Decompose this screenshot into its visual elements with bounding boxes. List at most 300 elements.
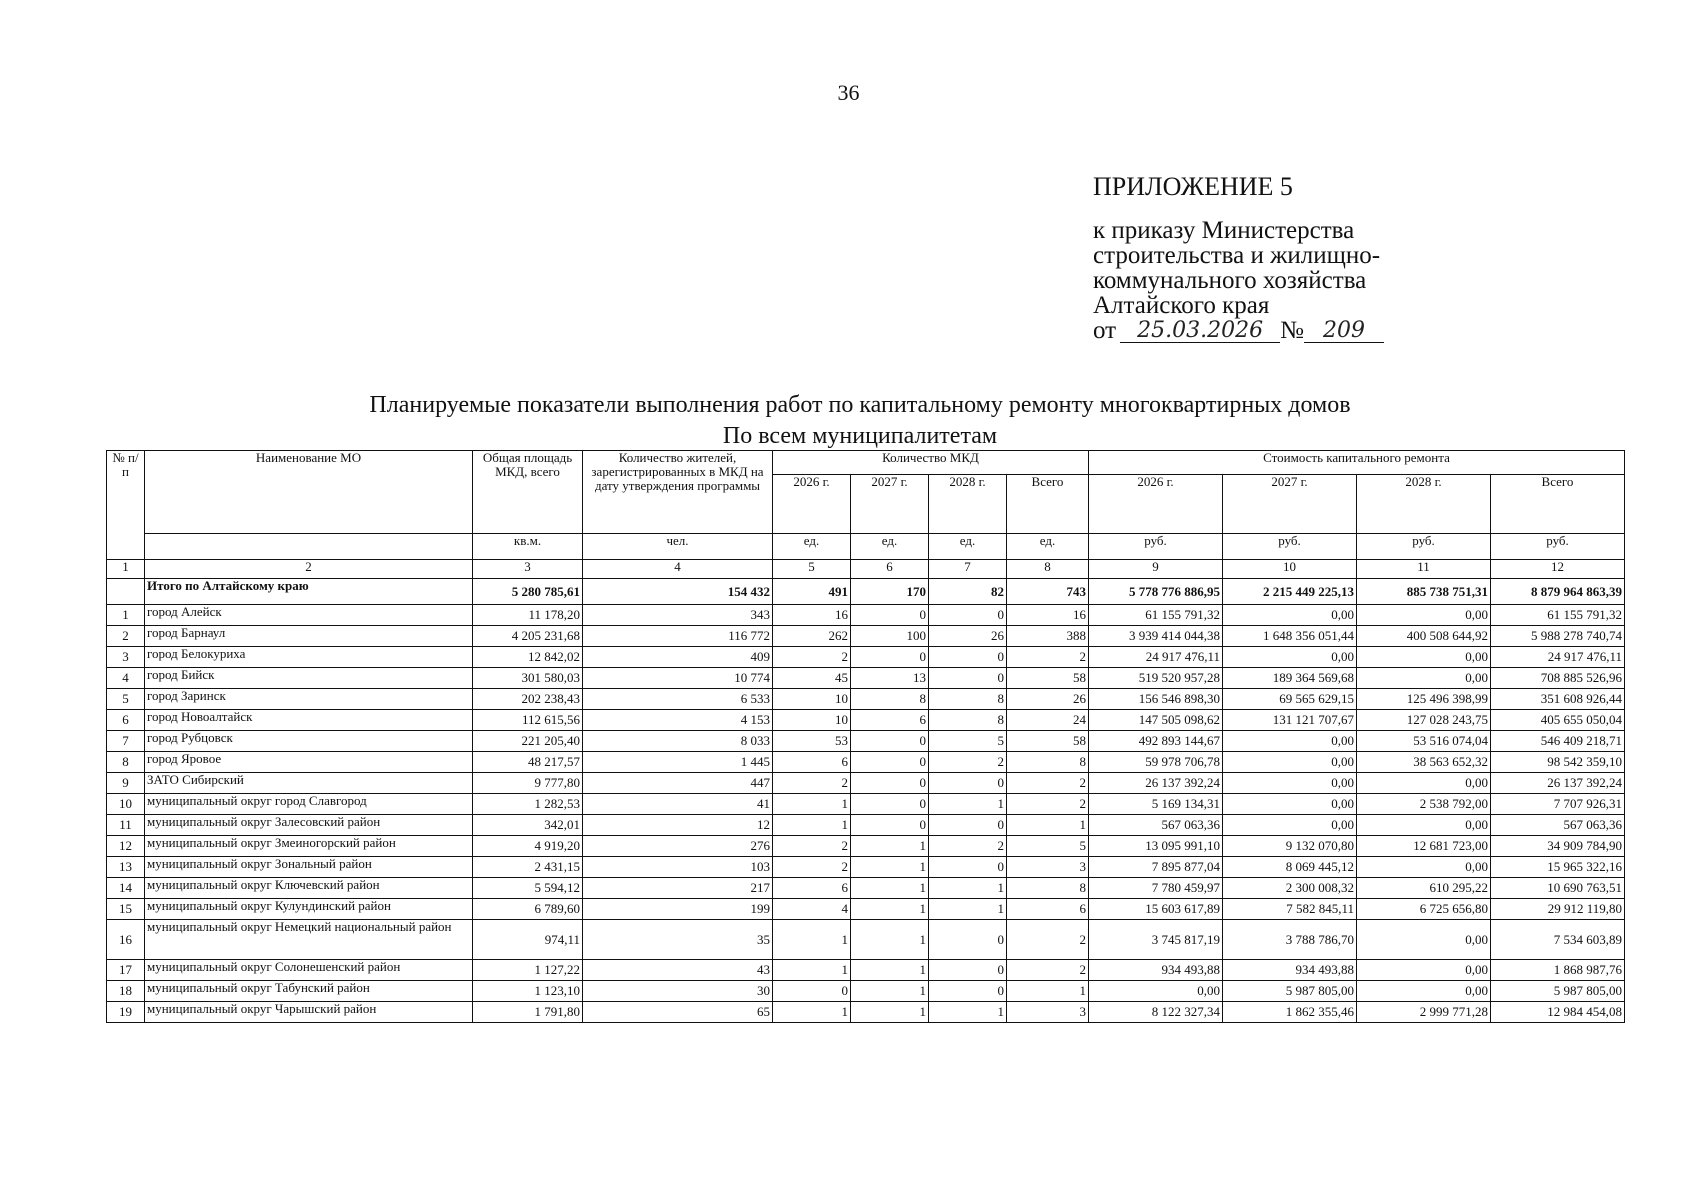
table-cell: 610 295,22 [1357,878,1491,899]
table-cell: муниципальный округ Немецкий национальный район [145,920,473,960]
header-area: Общая площадь МКД, всего [473,451,583,534]
table-cell: 6 [851,710,929,731]
table-cell: 156 546 898,30 [1089,689,1223,710]
header-count-2027: 2027 г. [851,475,929,534]
table-cell: 15 [107,899,145,920]
table-cell: 2 [929,836,1007,857]
table-cell: ЗАТО Сибирский [145,773,473,794]
table-cell: 127 028 243,75 [1357,710,1491,731]
table-cell: муниципальный округ Змеиногорский район [145,836,473,857]
table-cell: муниципальный округ Солонешенский район [145,960,473,981]
unit-cell: ед. [773,534,851,560]
table-cell: 1 123,10 [473,981,583,1002]
table-cell: муниципальный округ Чарышский район [145,1002,473,1023]
table-cell: 9 [1089,560,1223,579]
table-cell: 16 [773,605,851,626]
table-cell: 24 917 476,11 [1491,647,1625,668]
table-cell: 0 [929,647,1007,668]
table-cell: 15 603 617,89 [1089,899,1223,920]
unit-cell: руб. [1357,534,1491,560]
table-cell: 125 496 398,99 [1357,689,1491,710]
table-cell: 61 155 791,32 [1491,605,1625,626]
table-cell: 5 987 805,00 [1491,981,1625,1002]
unit-cell [145,534,473,560]
table-cell: 8 [1007,752,1089,773]
table-cell: 0 [851,773,929,794]
table-row [107,960,1625,981]
table-cell: 7 [929,560,1007,579]
table-cell: 974,11 [473,920,583,960]
table-cell: 9 777,80 [473,773,583,794]
header-cost-total: Всего [1491,475,1625,534]
table-cell: 11 178,20 [473,605,583,626]
table-cell: 12 [107,836,145,857]
order-line: строительства и жилищно- [1093,242,1381,269]
table-cell: 1 [851,836,929,857]
table-cell: 5 [929,731,1007,752]
appendix-title: ПРИЛОЖЕНИЕ 5 [1093,172,1293,201]
table-cell: 1 282,53 [473,794,583,815]
table-cell: 1 [773,920,851,960]
table-cell: 3 788 786,70 [1223,920,1357,960]
table-cell: 0,00 [1357,647,1491,668]
table-cell: 276 [583,836,773,857]
table-cell: 2 [107,626,145,647]
table-cell: 743 [1007,579,1089,605]
header-count-2026: 2026 г. [773,475,851,534]
table-cell: 10 690 763,51 [1491,878,1625,899]
table-cell: 8 [929,689,1007,710]
table-cell: 7 780 459,97 [1089,878,1223,899]
table-cell: 26 [1007,689,1089,710]
unit-cell: ед. [1007,534,1089,560]
table-cell: 2 [1007,920,1089,960]
table-cell: 65 [583,1002,773,1023]
table-cell: 112 615,56 [473,710,583,731]
unit-cell: ед. [929,534,1007,560]
table-cell: 0 [851,605,929,626]
table-row [107,857,1625,878]
table-cell: 4 [107,668,145,689]
table-cell: 6 533 [583,689,773,710]
table-cell: 1 [851,878,929,899]
table-cell: 19 [107,1002,145,1023]
table-cell: 934 493,88 [1089,960,1223,981]
order-line: коммунального хозяйства [1093,267,1367,294]
table-cell: 30 [583,981,773,1002]
table-cell: 18 [107,981,145,1002]
table-cell: муниципальный округ Ключевский район [145,878,473,899]
table-cell: 4 205 231,68 [473,626,583,647]
table-cell: муниципальный округ Залесовский район [145,815,473,836]
table-cell: 3 745 817,19 [1089,920,1223,960]
table-cell: 1 [851,981,929,1002]
table-row [107,815,1625,836]
header-cost-2028: 2028 г. [1357,475,1491,534]
table-cell: 6 [773,752,851,773]
table-cell: 11 [1357,560,1491,579]
table-cell: 0 [929,668,1007,689]
total-row [107,579,1625,605]
table-cell: 0 [851,752,929,773]
table-cell: 10 [773,689,851,710]
table-cell: 3 [473,560,583,579]
table-cell: 98 542 359,10 [1491,752,1625,773]
date-prefix: от [1093,317,1117,344]
table-cell: 342,01 [473,815,583,836]
table-cell: 0 [929,920,1007,960]
table-cell: 0,00 [1089,981,1223,1002]
table-cell: 1 [1007,981,1089,1002]
table-cell: 1 [773,794,851,815]
table-cell: 6 [107,710,145,731]
table-cell: 221 205,40 [473,731,583,752]
table-row [107,731,1625,752]
table-cell: 12 681 723,00 [1357,836,1491,857]
table-cell: 409 [583,647,773,668]
table-cell: 13 [107,857,145,878]
table-row [107,689,1625,710]
table-cell: 301 580,03 [473,668,583,689]
table-cell: город Яровое [145,752,473,773]
table-cell: 2 431,15 [473,857,583,878]
table-cell: 14 [107,878,145,899]
table-cell: 15 965 322,16 [1491,857,1625,878]
table-cell: 5 280 785,61 [473,579,583,605]
table-cell: 82 [929,579,1007,605]
table-cell: 48 217,57 [473,752,583,773]
table-cell: 26 [929,626,1007,647]
table-cell: 567 063,36 [1089,815,1223,836]
table-cell: 0 [929,857,1007,878]
table-cell: город Рубцовск [145,731,473,752]
table-cell: 6 [851,560,929,579]
order-line: Алтайского края [1093,292,1270,319]
unit-cell: кв.м. [473,534,583,560]
table-cell: 170 [851,579,929,605]
number-prefix: № [1280,317,1304,344]
header-row-1 [107,451,1625,475]
table-cell: 61 155 791,32 [1089,605,1223,626]
table-cell: 154 432 [583,579,773,605]
table-cell: 1 [929,878,1007,899]
header-count-2028: 2028 г. [929,475,1007,534]
table-cell: 405 655 050,04 [1491,710,1625,731]
table-cell: 2 [1007,960,1089,981]
table-cell: 491 [773,579,851,605]
table-cell: 6 725 656,80 [1357,899,1491,920]
table-cell: муниципальный округ Зональный район [145,857,473,878]
table-cell: 12 [583,815,773,836]
table-cell: 2 [145,560,473,579]
header-cost-group: Стоимость капитального ремонта [1089,451,1625,475]
table-cell: 1 862 355,46 [1223,1002,1357,1023]
table-cell: 0,00 [1223,605,1357,626]
table-cell: 69 565 629,15 [1223,689,1357,710]
table-row [107,773,1625,794]
table-row [107,668,1625,689]
header-residents: Количество жителей, зарегистрированных в МКД на дату утверждения программы [583,451,773,534]
table-cell: 58 [1007,731,1089,752]
unit-cell: руб. [1491,534,1625,560]
table-cell: 189 364 569,68 [1223,668,1357,689]
table-row [107,920,1625,960]
table-cell: 708 885 526,96 [1491,668,1625,689]
table-cell: 38 563 652,32 [1357,752,1491,773]
table-cell: Итого по Алтайскому краю [145,579,473,605]
table-cell: 1 [773,1002,851,1023]
table-cell: 0,00 [1357,920,1491,960]
table-cell: 1 [773,960,851,981]
table-cell: 2 [1007,773,1089,794]
table-cell: 6 789,60 [473,899,583,920]
table-cell: 116 772 [583,626,773,647]
table-cell: 13 [851,668,929,689]
table-cell: 1 868 987,76 [1491,960,1625,981]
table-cell: 24 [1007,710,1089,731]
table-cell: 11 [107,815,145,836]
table-cell: 41 [583,794,773,815]
table-cell: 5 594,12 [473,878,583,899]
unit-cell: руб. [1089,534,1223,560]
table-cell: 1 [851,857,929,878]
table-cell: город Белокуриха [145,647,473,668]
order-reference [1093,218,1384,343]
table-cell: 3 939 414 044,38 [1089,626,1223,647]
table-cell: 202 238,43 [473,689,583,710]
table-cell: 351 608 926,44 [1491,689,1625,710]
table-cell: 0,00 [1357,981,1491,1002]
table-cell: 2 215 449 225,13 [1223,579,1357,605]
table-cell: 100 [851,626,929,647]
table-cell: 35 [583,920,773,960]
table-cell: 3 [1007,857,1089,878]
table-cell: 400 508 644,92 [1357,626,1491,647]
table-cell: 388 [1007,626,1089,647]
table-cell: 5 [773,560,851,579]
table-cell: 0,00 [1357,605,1491,626]
table-cell: 59 978 706,78 [1089,752,1223,773]
table-cell: 12 842,02 [473,647,583,668]
table-cell: 1 [1007,815,1089,836]
table-cell: 13 095 991,10 [1089,836,1223,857]
order-line: к приказу Министерства [1093,217,1355,244]
table-cell: 5 988 278 740,74 [1491,626,1625,647]
table-cell: 10 774 [583,668,773,689]
table-cell: 2 538 792,00 [1357,794,1491,815]
table-cell: муниципальный округ Табунский район [145,981,473,1002]
table-cell: муниципальный округ город Славгород [145,794,473,815]
table-cell: 7 534 603,89 [1491,920,1625,960]
table-cell: 0,00 [1223,815,1357,836]
table-cell: 0,00 [1357,815,1491,836]
table-cell: 2 [773,857,851,878]
table-cell: 0,00 [1223,731,1357,752]
table-cell: 447 [583,773,773,794]
table-cell: 1 [107,560,145,579]
table-cell: 0,00 [1357,960,1491,981]
table-cell: 8 [1007,560,1089,579]
capital-repair-table [106,450,1625,1023]
handwritten-number: 209 [1304,320,1384,343]
table-cell: 1 791,80 [473,1002,583,1023]
column-number-row [107,560,1625,579]
table-cell: 0,00 [1223,752,1357,773]
unit-cell: чел. [583,534,773,560]
table-cell: 5 [107,689,145,710]
table-cell: 199 [583,899,773,920]
table-cell: 5 778 776 886,95 [1089,579,1223,605]
table-cell: 2 [1007,794,1089,815]
table-cell: 5 169 134,31 [1089,794,1223,815]
table-cell: 1 [851,960,929,981]
table-cell: 0 [851,731,929,752]
table-cell: город Алейск [145,605,473,626]
table-row [107,836,1625,857]
document-title: Планируемые показатели выполнения работ по капитальному ремонту многоквартирных домов [369,392,1351,418]
table-cell: 10 [1223,560,1357,579]
table-cell: 2 [929,752,1007,773]
table-cell: 26 137 392,24 [1491,773,1625,794]
table-cell: 934 493,88 [1223,960,1357,981]
page-number: 36 [837,80,860,105]
table-cell: 1 [929,794,1007,815]
table-cell: 0,00 [1223,773,1357,794]
header-count-total: Всего [1007,475,1089,534]
table-cell: 9 132 070,80 [1223,836,1357,857]
table-cell: 5 [1007,836,1089,857]
table-cell: 103 [583,857,773,878]
table-cell: 9 [107,773,145,794]
table-cell: 4 [583,560,773,579]
table-cell: 492 893 144,67 [1089,731,1223,752]
table-cell: 16 [107,920,145,960]
table-cell: 1 [929,1002,1007,1023]
table-cell: 45 [773,668,851,689]
table-cell: 131 121 707,67 [1223,710,1357,731]
unit-cell: руб. [1223,534,1357,560]
header-count-group: Количество МКД [773,451,1089,475]
table-cell: 0,00 [1223,647,1357,668]
table-cell: 1 [773,815,851,836]
table-cell: 1 [851,1002,929,1023]
table-cell: 8 033 [583,731,773,752]
table-cell: 12 984 454,08 [1491,1002,1625,1023]
table-cell: 12 [1491,560,1625,579]
table-cell: 0 [929,773,1007,794]
table-cell: 2 999 771,28 [1357,1002,1491,1023]
table-cell: 343 [583,605,773,626]
table-cell: 4 [773,899,851,920]
table-cell: 0 [929,981,1007,1002]
table-cell: 8 122 327,34 [1089,1002,1223,1023]
table-cell: 8 [929,710,1007,731]
table-cell: 0 [851,647,929,668]
table-cell: город Бийск [145,668,473,689]
table-row [107,878,1625,899]
table-cell: 17 [107,960,145,981]
table-cell [107,579,145,605]
table-cell: 43 [583,960,773,981]
table-cell: 6 [1007,899,1089,920]
header-name: Наименование МО [145,451,473,534]
table-cell: 1 [851,899,929,920]
unit-cell: ед. [851,534,929,560]
table-cell: 16 [1007,605,1089,626]
table-cell: 53 516 074,04 [1357,731,1491,752]
table-cell: 24 917 476,11 [1089,647,1223,668]
table-cell: 26 137 392,24 [1089,773,1223,794]
table-cell: 519 520 957,28 [1089,668,1223,689]
table-cell: 885 738 751,31 [1357,579,1491,605]
table-cell: город Барнаул [145,626,473,647]
units-row [107,534,1625,560]
table-row [107,794,1625,815]
table-cell: 0,00 [1357,668,1491,689]
table-cell: 2 [1007,647,1089,668]
table-cell: 7 895 877,04 [1089,857,1223,878]
table-cell: 1 [851,920,929,960]
order-date-line [1093,318,1384,343]
table-row [107,899,1625,920]
table-cell: 7 582 845,11 [1223,899,1357,920]
table-row [107,647,1625,668]
table-cell: 53 [773,731,851,752]
table-cell: город Новоалтайск [145,710,473,731]
table-cell: 1 [107,605,145,626]
table-cell: 1 127,22 [473,960,583,981]
table-row [107,605,1625,626]
table-cell: 8 [1007,878,1089,899]
table-cell: 3 [107,647,145,668]
table-cell: город Заринск [145,689,473,710]
table-cell: 4 153 [583,710,773,731]
table-cell: 29 912 119,80 [1491,899,1625,920]
header-cost-2026: 2026 г. [1089,475,1223,534]
table-cell: 217 [583,878,773,899]
table-cell: 34 909 784,90 [1491,836,1625,857]
table-cell: 10 [107,794,145,815]
handwritten-date: 25.03.2026 [1120,320,1280,343]
table-row [107,710,1625,731]
table-cell: 2 [773,647,851,668]
table-row [107,981,1625,1002]
table-cell: 262 [773,626,851,647]
table-row [107,1002,1625,1023]
table-cell: 3 [1007,1002,1089,1023]
table-cell: 567 063,36 [1491,815,1625,836]
table-cell: муниципальный округ Кулундинский район [145,899,473,920]
table-row [107,626,1625,647]
table-cell: 0,00 [1223,794,1357,815]
table-cell: 2 300 008,32 [1223,878,1357,899]
table-cell: 0 [929,960,1007,981]
table-cell: 8 879 964 863,39 [1491,579,1625,605]
table-cell: 7 [107,731,145,752]
table-cell: 1 445 [583,752,773,773]
header-cost-2027: 2027 г. [1223,475,1357,534]
table-cell: 58 [1007,668,1089,689]
table-cell: 4 919,20 [473,836,583,857]
table-cell: 1 [929,899,1007,920]
table-cell: 0 [929,815,1007,836]
table-cell: 8 069 445,12 [1223,857,1357,878]
table-cell: 546 409 218,71 [1491,731,1625,752]
table-cell: 2 [773,773,851,794]
table-cell: 147 505 098,62 [1089,710,1223,731]
table-cell: 6 [773,878,851,899]
table-cell: 0 [851,815,929,836]
